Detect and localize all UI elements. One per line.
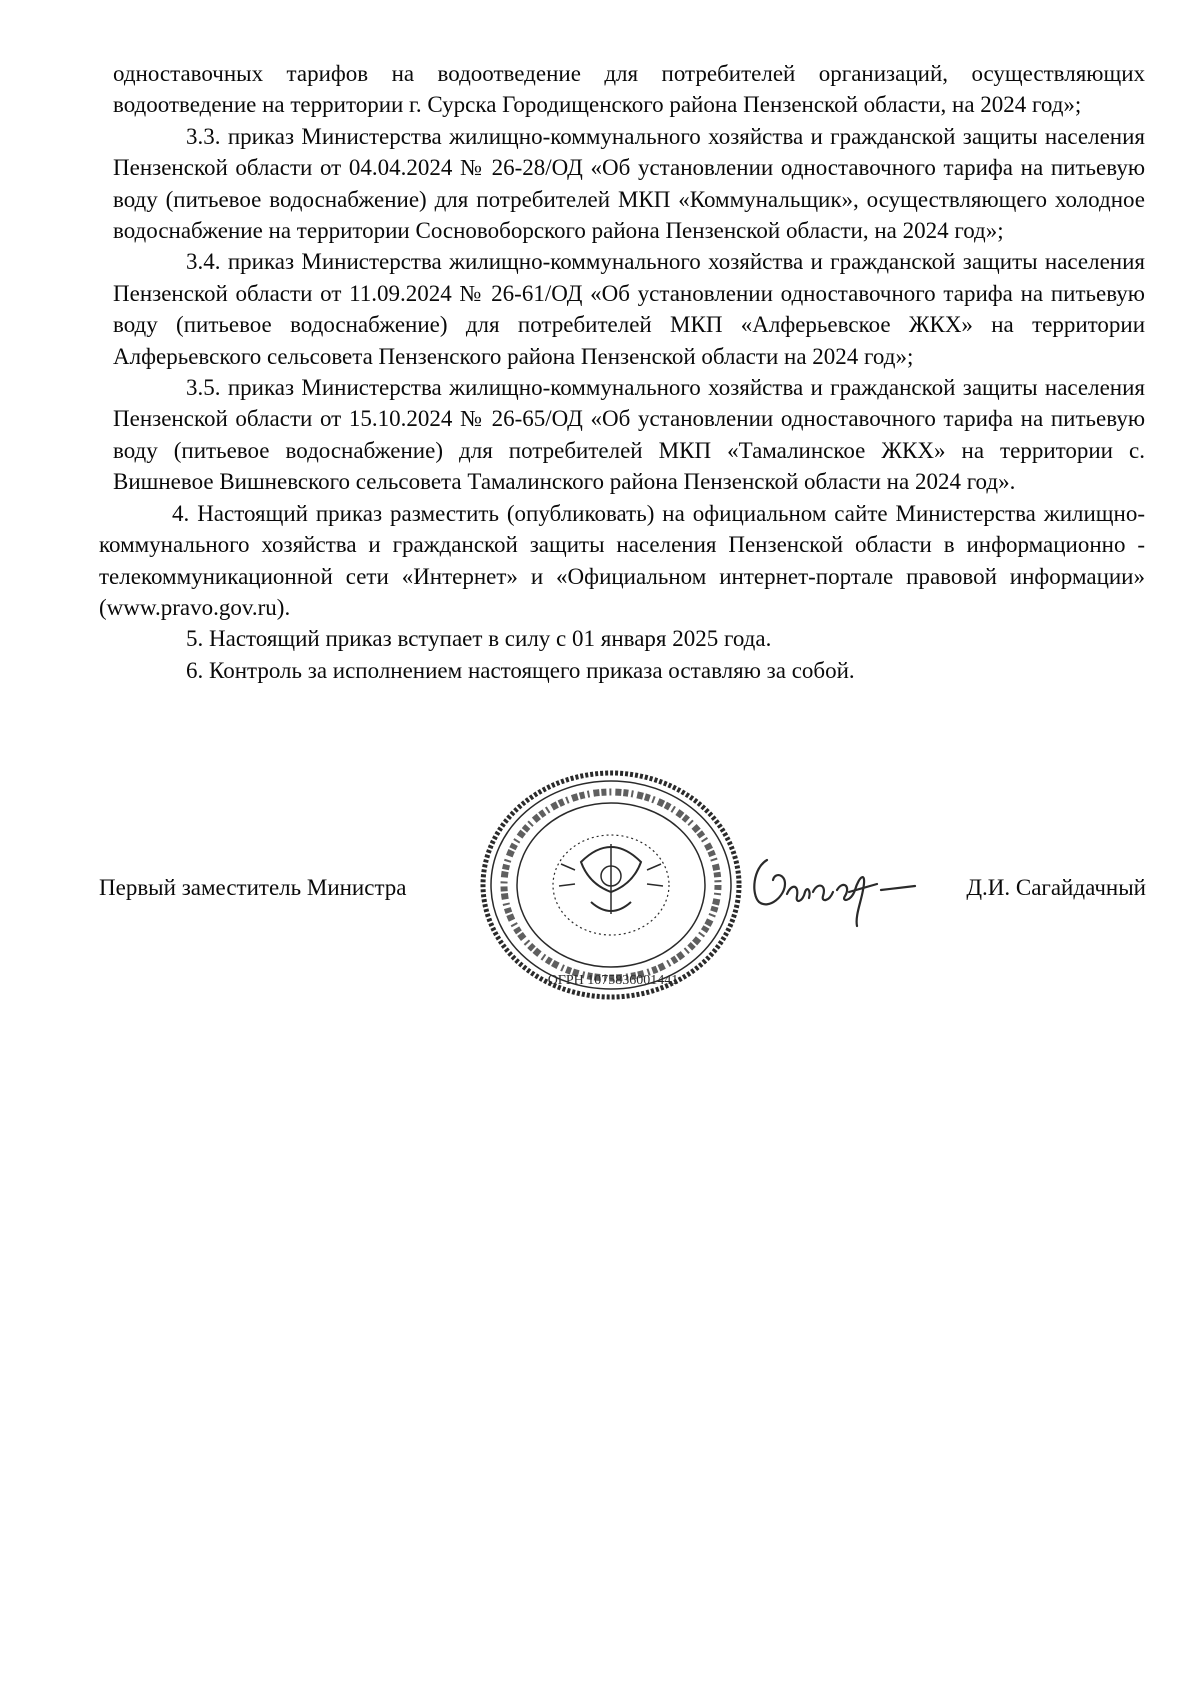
paragraph-6: 6. Контроль за исполнением настоящего приказа оставляю за собой.: [186, 657, 855, 683]
seal-text: ОГРН 1075836001441: [547, 973, 679, 988]
paragraph-4: 4. Настоящий приказ разместить (опубликовать) на официальном сайте Министерства жилищно-коммунального хозяйства и гражданской защиты населения Пензенской области в информационно - телекоммуникационной сети «Интернет» и «Официальном интернет-портале правовой информации» (www.pravo.gov.ru).: [99, 500, 1145, 620]
paragraph-continuation: одноставочных тарифов на водоотведение для потребителей организаций, осуществляющих водоотведение на территории г. Сурска Городищенского района Пензенской области, на 2024 год»;: [113, 61, 1145, 118]
signer-name: Д.И. Сагайдачный: [966, 875, 1146, 900]
paragraph-3-5: 3.5. приказ Министерства жилищно-коммунального хозяйства и гражданской защиты населения Пензенской области от 15.10.2024 № 26-65/ОД «Об установлении одноставочного тарифа на питьевую воду (питьевое водоснабжение) для потребителей МКП «Тамалинское ЖКХ» на территории с. Вишневое Вишневского сельсовета Тамалинского района Пензенской области на 2024 год».: [113, 375, 1145, 495]
paragraph-3-3: 3.3. приказ Министерства жилищно-коммунального хозяйства и гражданской защиты населения Пензенской области от 04.04.2024 № 26-28/ОД «Об установлении одноставочного тарифа на питьевую воду (питьевое водоснабжение) для потребителей МКП «Коммунальщик», осуществляющего холодное водоснабжение на территории Сосновоборского района Пензенской области, на 2024 год»;: [113, 123, 1145, 244]
handwritten-signature-icon: [745, 846, 935, 936]
paragraph-3-4: 3.4. приказ Министерства жилищно-коммунального хозяйства и гражданской защиты населения Пензенской области от 11.09.2024 № 26-61/ОД «Об установлении одноставочного тарифа на питьевую воду (питьевое водоснабжение) для потребителей МКП «Алферьевское ЖКХ» на территории Алферьевского сельсовета Пензенского района Пензенской области на 2024 год»;: [113, 249, 1145, 369]
document-body: [99, 58, 1145, 686]
official-seal-icon: [463, 752, 763, 1022]
paragraph-5: 5. Настоящий приказ вступает в силу с 01 января 2025 года.: [186, 626, 772, 652]
signer-position: Первый заместитель Министра: [99, 875, 407, 900]
